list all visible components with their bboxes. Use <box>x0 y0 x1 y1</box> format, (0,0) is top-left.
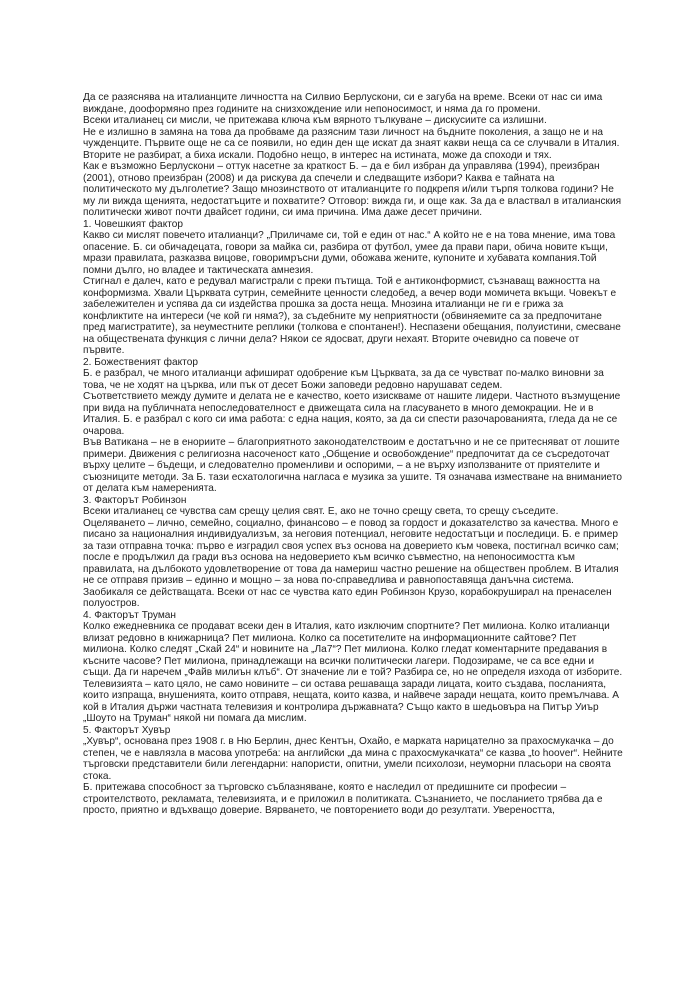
section-heading-truman-factor: 4. Факторът Труман <box>83 609 177 621</box>
human-factor-paragraph-1: Какво си мислят повечето италианци? „Приличаме си, той е един от нас.“ А който не е на това мнение, има това опасение. Б. си обичадецата, говори за майка си, разбира от футбол, умее да прави пари, обича новите къщи, мрази правилата, разказва вицове, говоримръсни думи, обожава жените, купоните и хубавата компания.Той помни дълго, но владее и тактическата амнезия. <box>83 230 616 276</box>
intro-paragraph-2: Всеки италианец си мисли, че притежава ключа към вярното тълкуване – дискусиите са излишни. <box>83 115 547 126</box>
divine-factor-paragraph-3: Във Ватикана – не в енориите – благоприятното законодателствоим е достатъчно и не се притесняват от лошите примери. Движения с религиозна насоченост като „Общение и освобождение“ предпочитат да се съсредоточат върху целите – бъдещи, и следователно променливи и оспорими, – а не върху използваните от приятелите и съюзниците методи. За Б. тази есхатологична нагласа е музика за ушите. Тя означава изместване на вниманието от делата към намеренията. <box>83 437 623 494</box>
section-heading-hoover-factor: 5. Факторът Хувър <box>83 724 171 736</box>
robinson-factor-paragraph-2: Оцеляването – лично, семейно, социално, финансово – е повод за гордост и доказателство за качества. Много е писано за националния индивидуализъм, за неговия потенциал, неговите недостатъци и последици. Б. е пример за тази отправна точка: първо е изградил своя успех въз основа на доверието към човека, постигнал всичко сам; после е продължил да гради въз основа на недоверието към всичко съвместно, на непоносимостта към правилата, на дълбокото удовлетворение от това да намериш частно решение на обществен проблем. В Италия не се отправя призив – единно и мощно – за нова по-справедлива и равнопоставяща данъчна система. Зaобикаля се действащата. Всеки от нас се чувства като един Робинзон Крузо, корабокруширал на пренаселен полуостров. <box>83 517 619 609</box>
section-heading-human-factor: 1. Човешкият фактор <box>83 218 184 230</box>
hoover-factor-paragraph-2: Б. притежава способност за търговско съблазняване, която е наследил от предишните си професии – строителството, рекламата, телевизията, и е приложил в политиката. Съзнанието, че посланието трябва да е просто, приятно и вдъхващо доверие. Вярването, че повторението води до резултати. Увереността, <box>83 782 603 816</box>
human-factor-paragraph-2: Стигнал е далеч, като е редувал магистрали с преки пътища. Той е антиконформист, съзнаващ важността на конформизма. Хвали Църквата сутрин, семейните ценности следобед, а вечер води момичета вкъщи. Човекът е забележителен и успява да си издейства прошка за доста неща. Мнозина италианци не ги е грижа за конфликтите на интереси (че кой ги няма?), за съдебните му неприятности (обвиняемите са за предпочитане пред магистратите), за неуместните реплики (толкова е спонтанен!). Неспазени обещания, полуистини, смесване на обществената функция с лични дела? Някои се ядосват, други нехаят. Вторите очевидно са повече от първите. <box>83 276 621 356</box>
hoover-factor-paragraph-1: „Хувър“, основана през 1908 г. в Ню Берлин, днес Кентън, Охайо, е марката нарицателно за прахосмукачка – до степен, че е навлязла в масова употреба: на английски „да мина с прахосмукачката“ се казва „to hoover“. Нейните търговски представители били легендарни: напористи, опитни, умели психолози, неуморни пласьори на своята стока. <box>83 736 623 782</box>
section-heading-divine-factor: 2. Божественият фактор <box>83 356 198 368</box>
truman-factor-paragraph-1: Колко ежедневника се продават всеки ден в Италия, като изключим спортните? Пет милиона. Колко италианци влизат редовно в книжарница? Пет милиона. Колко са посетителите на информационните сайтове? Пет милиона. Колко следят „Скай 24“ и новините на „Ла7“? Пет милиона. Колко гледат коментарните предавания в късните часове? Пет милиона, принадлежащи на всички политически лагери. Подозираме, че са все едни и същи. Да ги наречем „Файв милиън клъб“. От значение ли е той? Разбира се, но не определя изхода от изборите. Телевизията – като цяло, не само новините – си остава решаваща заради лицата, които създава, посланията, които изпраща, внушенията, които отправя, нещата, които казва, и найвече заради нещата, които премълчава. А кой в Италия държи частната телевизия и контролира държавната? Също както в шедьовъра на Питър Уиър „Шоуто на Труман“ някой ни помага да мислим. <box>83 621 623 724</box>
divine-factor-paragraph-1: Б. е разбрал, че много италианци афишират одобрение към Църквата, за да се чувстват по-малко виновни за това, че не ходят на църква, или пък от десет Божи заповеди редовно нарушават седем. <box>83 368 604 391</box>
intro-paragraph-3: Не е излишно в замяна на това да пробваме да разясним тази личност на бъдните поколения, а защо не и на чужденците. Първите още не са се появили, но един ден ще искат да знаят какви неща са се случвали в Италия. Вторите не разбират, а биха искали. Подобно нещо, в интерес на истината, може да споходи и тях. <box>83 126 620 161</box>
section-heading-robinson-factor: 3. Факторът Робинзон <box>83 494 187 506</box>
intro-paragraph-4: Как е възможно Берлускони – оттук насетне за краткост Б. – да е бил избран да управлява (1994), преизбран (2001), отново преизбран (2008) и да рискува да спечели и следващите избори? Каква е тайната на политическото му дълголетие? Защо мнозинството от италианците го подкрепя и/или търпя толкова години? Не му ли вижда щенията, недостатъците и похватите? Отговор: вижда ги, и още как. За да е властвал в италианския политически живот почти двайсет години, си има причина. Има даже десет причини. <box>83 161 622 218</box>
document-page <box>83 92 623 817</box>
intro-paragraph-1: Да се разяснява на италианците личността на Силвио Берлускони, си е загуба на време. Всеки от нас си има виждане, дооформяно през годините на снизхождение или непоносимост, и няма да го промени. <box>83 92 603 115</box>
divine-factor-paragraph-2: Съответствието между думите и делата не е качество, което изискваме от нашите лидери. Частното възмущение при вида на публичната непоследователност е движещата сила на гласуването в много демокрации. Не и в Италия. Б. е разбрал с кого си има работа: с една нация, която, за да си спести разочарованията, гледа да не се очарова. <box>83 391 621 437</box>
robinson-factor-paragraph-1: Всеки италианец се чувства сам срещу целия свят. Е, ако не точно срещу света, то срещу съседите. <box>83 506 559 517</box>
